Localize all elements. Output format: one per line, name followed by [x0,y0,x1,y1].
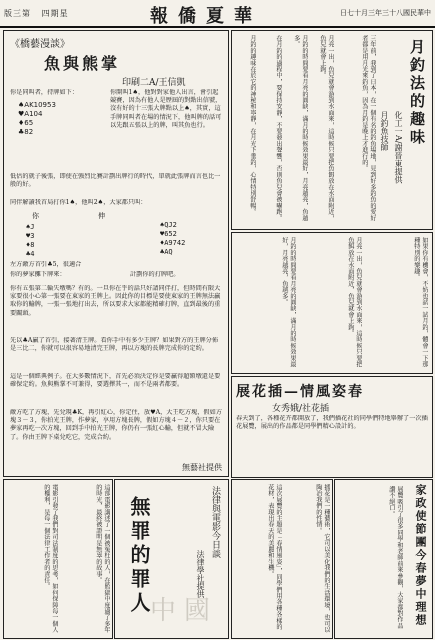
bid-note: 你開叫1♠，他對對家他人出言，會引起競賽，因為有他人是歷屆的對點出信號，沒有好的十三張大牌點以上♠，其實，這手牌同叫者在場的情況下，他叫牌的話可以先跟五張以上的牌，叫其魚也行。 [110,89,222,129]
hand-clubs: ♣82 [18,128,34,136]
bridge-column-label: 《橋藝漫談》 [10,39,70,50]
moon-continuation [231,232,433,374]
west-diamonds: ♦8 [26,241,35,249]
watermark: 中國 [150,596,219,626]
flower-article [231,376,433,478]
newspaper-title: 報僑夏華 [150,6,262,27]
east-label: 伸 [98,212,105,220]
advert-title: 家政使節團今春夢中理想 [414,484,427,627]
west-clubs: ♣4 [26,250,35,258]
east-hand [160,221,185,257]
flower-title: 展花插—情風姿春 [236,384,364,400]
flower-body-3: 這次展覽的主題是「春情風姿」，同學們用各種各樣的花材，表現出春天的美麗和生機。 [266,484,282,630]
moon-title: 月釣法的趣味 [408,39,426,147]
lead-header: 同伴解讀我首局打你1♠，他叫2♠，大家都只叫： [10,199,147,206]
moon-body-3: 在月釣的過程中，要保持安靜，不要發出聲響，否則魚兒會被嚇跑。 [275,35,282,221]
east-spades: ♠QJ2 [160,221,177,229]
west-hand [26,223,34,259]
bridge-body-3: 這是一個經典例子。在大多數情況下，首先必須決定你是要贏得超額墩還是要確保定約。魚與熊掌不可兼得，要選擇其一，而不是兩者都要。 [10,373,221,389]
moon-fishing-article [231,30,433,230]
issue-date: 日七十月三年三十八國民華中 [340,9,431,17]
flower-body-4: 展覽吸引了很多同學和老師前來參觀，大家都對作品讚不絕口。 [387,486,403,629]
plan-heading: 你的夢家攤下牌來： [10,271,66,278]
moon-body-1: 月亮一出，魚兒就會游到水面來，這時候只要把魚餌放在水面附近，魚兒就會上鉤。 [318,35,334,221]
moon-body-2: 月釣的時間要看月亮的圓缺，滿月的時候效果最好，月亮越亮，魚越多。 [292,35,308,221]
moon-body-5: 如果你有機會，不妨也試一試月釣，體會一下那種特別的樂趣。 [412,237,428,368]
hand-intro: 你是同叫者，持牌如下： [10,89,79,96]
hand-hearts: ♥A104 [18,110,43,118]
masthead [0,2,435,28]
hand-diamonds: ♦65 [18,119,34,127]
law-title: 無罪的罪人 [127,496,151,616]
bridge-credit: 無藝社提供 [182,463,222,472]
auction-note: 低估的就子後張，即使在強烈比賽計劃出牌行的時代，單就此張牌而言也比一般的好。 [10,173,221,189]
law-body-1: 這部電影講述了一個被冤枉的人，在監獄中度過了多年的時光，最終被證明是無辜的故事。 [94,484,110,633]
plan-note: 計劃你的打牌吧。 [130,271,180,278]
bridge-title: 魚與熊掌 [44,54,121,73]
east-diamonds: ♦A9742 [160,239,186,247]
advert-box [334,479,433,639]
west-label: 你 [32,212,39,220]
moon-intro: 三年前，我到了日本，在一個有名的釣魚場地，見到好多釣魚的愛好者都是用月光來釣魚，因為月釣是晚上才進行的。 [360,35,376,221]
flower-body-2: 插花是一種藝術，它可以美化我們的生活環境，也可以陶冶我們的性情。 [314,484,330,633]
bridge-body-4: 敵方吃了方塊，先兌現♣K，再引紅心，你定住，放♥A，大王吃方塊，假如方塊３－３，你拍光王牌，作夢家，享用方塊長牌，假如方塊４－２，你只要在夢家再吃一次方塊，回到手中拍光王牌，你仍有一張紅心輸，但就不冒大險了。你由王牌下桌兌吃它，完成合約。 [10,409,222,441]
bridge-diagram [10,211,224,281]
west-hearts: ♥3 [26,232,35,240]
law-column: 法律與電影今日談 [210,486,220,558]
hand-list [18,101,56,137]
bridge-body-2: 先以♣A贏了首引，接著清王牌。看你手中有多少王牌？如果對方的王牌分佈是三比二，你就可以很容易地清完王牌，再以方塊的長牌完成你的定約。 [10,337,219,353]
moon-body-2-cont: 月釣的時間要看月亮的圓缺，滿月的時候效果最好，月亮越亮，魚越多。 [280,237,296,368]
flower-body-1: 春天到了，各種花卉都開放了，我們插花社的同學們特地舉辦了一次插花展覽，展出的作品都是同學們精心設計的。 [236,415,428,431]
moon-body-4: 月釣的趣味在於它的神秘和寧靜，在月光下垂釣，心情特別舒暢。 [249,35,256,215]
moon-credit: 化工一A/謝晉東提供 [394,111,403,184]
bridge-byline: 印刷二A/王信凱 [122,78,186,88]
bottom-left-article [3,479,113,639]
moon-subtitle: 月釣魚技師 [380,111,389,151]
east-hearts: ♥652 [160,230,177,238]
east-clubs: ♣AQ [160,248,173,256]
hand-spades: ♠AK10953 [18,101,56,109]
west-spades: ♠J [26,223,35,231]
bridge-article [3,30,229,477]
law-body-2: 電影引發了我們對司法制度的思考，如何保障每一個人的權利，是每一個法律工作者的責任。 [42,484,58,633]
flower-continuation [231,479,333,639]
moon-body-1-cont: 月亮一出，魚兒就會游到水面來，這時候只要把魚餌放在水面附近，魚兒就會上鉤。 [346,237,362,368]
flower-byline: 女秀娥/社花插 [272,404,330,414]
page-label: 版三第 四期星 [4,9,69,18]
bridge-body-1: 你有五張第二輪失墩嗎？有的。一旦你在乎的話只好請同伴打，但時間有限大家要很小心第一張要在東家的王牌上。因此你的目標是要使東家的王牌無法贏取你的輸牌，一張一張地打出去，所以要求大家都能精確打牌，直到最後的重要關頭。 [10,285,221,317]
opening-lead: 左方敵方首引♣5，很適合 [10,261,82,268]
law-credit: 法律學社提供 [196,550,205,598]
